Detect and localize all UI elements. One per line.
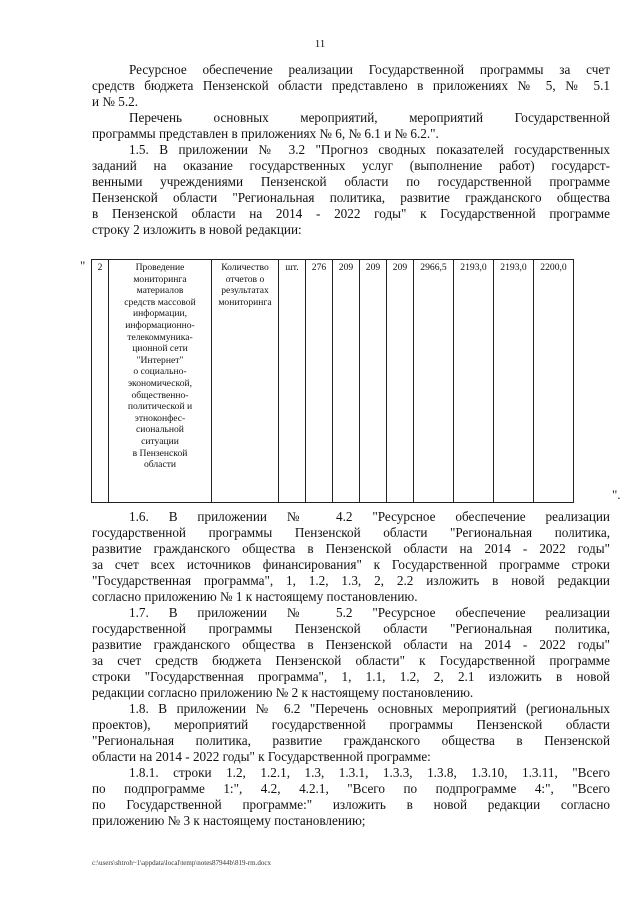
body-paragraphs: [92, 509, 610, 829]
text-line: области на 2014 - 2022 годы" к Государственной программе:: [92, 749, 431, 764]
text-line: "Региональная политика, развитие гражданского общества в Пензенской: [92, 733, 610, 748]
value-2015: 209: [333, 260, 360, 503]
text-line: 1.8. В приложении № 6.2 "Перечень основных мероприятий (региональных: [129, 701, 610, 716]
text-line: 1.8.1. строки 1.2, 1.2.1, 1.3, 1.3.1, 1.3.3, 1.3.8, 1.3.10, 1.3.11, "Всего: [129, 765, 610, 780]
text-line: проектов), мероприятий государственной программы Пензенской области: [92, 717, 610, 732]
value-cost-2015: 2193,0: [454, 260, 494, 503]
text-line: 1.6. В приложении № 4.2 "Ресурсное обеспечение реализации: [129, 509, 610, 524]
cell-line: ситуации: [141, 435, 179, 447]
close-quote: ".: [612, 487, 621, 502]
text-line: по подпрограмме 1:", 4.2, 4.2.1, "Всего по подпрограмме 4:", "Всего: [92, 781, 610, 796]
cell-line: ционной сети: [132, 343, 188, 355]
text-line: за счет всех источников финансирования" к Государственной программе строки: [92, 557, 610, 572]
cell-line: "Интернет": [136, 354, 184, 366]
text-line: строки "Государственная программа", 1, 1.1, 1.2, 2, 2.1 изложить в новой: [92, 669, 610, 684]
text-line: Ресурсное обеспечение реализации Государственной программы за счет: [129, 62, 610, 77]
cell-line: отчетов о: [225, 273, 265, 285]
cell-line: мониторинга: [218, 296, 272, 308]
unit-cell: шт.: [279, 260, 306, 503]
page-number: 11: [314, 38, 326, 50]
cell-line: этноконфес-: [134, 412, 186, 424]
cell-line: телекоммуника-: [127, 331, 193, 343]
cell-line: мониторинга: [133, 273, 187, 285]
cell-line: Проведение: [135, 262, 185, 273]
value-cost-2016: 2193,0: [494, 260, 534, 503]
cell-line: экономической,: [127, 377, 193, 389]
cell-line: о социально-: [133, 366, 187, 378]
cell-line: информационно-: [125, 319, 195, 331]
row-number: 2: [92, 260, 109, 503]
open-quote: ": [80, 258, 86, 273]
file-path-footer: c:\users\shtroh~1\appdata\local\temp\notes87944b\819-rm.docx: [92, 859, 271, 867]
indicator-cell: [212, 260, 279, 503]
cell-line: Количество: [221, 262, 269, 273]
cell-line: общественно-: [131, 389, 189, 401]
indicator-table-row: [91, 259, 574, 503]
text-line: государственной программы Пензенской области "Региональная политика,: [92, 525, 610, 540]
text-line: программы представлен в приложениях № 6, № 6.1 и № 6.2.".: [92, 126, 439, 141]
text-line: Перечень основных мероприятий, мероприятий Государственной: [129, 110, 610, 125]
text-line: венными учреждениями Пензенской области по государственной программе: [92, 174, 610, 189]
text-line: по Государственной программе:" изложить в новой редакции согласно: [92, 797, 610, 812]
text-line: в Пензенской области на 2014 - 2022 годы" к Государственной программе: [92, 206, 610, 221]
text-line: заданий на оказание государственных услуг (выполнение работ) государст-: [92, 158, 610, 173]
cell-line: сиональной: [136, 424, 184, 436]
cell-line: области: [143, 459, 177, 471]
value-cost-2017: 2200,0: [534, 260, 574, 503]
cell-line: в Пензенской: [132, 447, 188, 459]
event-name-cell: [109, 260, 212, 503]
cell-line: средств массовой: [124, 296, 196, 308]
value-cost-2014: 2966,5: [414, 260, 454, 503]
text-line: "Государственная программа", 1, 1.2, 1.3, 2, 2.2 изложить в новой редакции: [92, 573, 610, 588]
text-line: государственной программы Пензенской области "Региональная политика,: [92, 621, 610, 636]
value-2014: 276: [306, 260, 333, 503]
cell-line: политической и: [127, 401, 193, 413]
cell-line: информации,: [133, 308, 187, 320]
text-line: редакции согласно приложению № 2 к настоящему постановлению.: [92, 685, 474, 700]
intro-paragraphs: [92, 62, 610, 238]
text-line: строку 2 изложить в новой редакции:: [92, 222, 302, 237]
text-line: и № 5.2.: [92, 94, 139, 109]
text-line: за счет средств бюджета Пензенской области" к Государственной программе: [92, 653, 610, 668]
cell-line: материалов: [136, 285, 184, 297]
text-line: развитие гражданского общества в Пензенской области на 2014 - 2022 годы": [92, 637, 610, 652]
text-line: Пензенской области "Региональная политика, развитие гражданского общества: [92, 190, 610, 205]
cell-line: результатах: [221, 285, 269, 297]
text-line: развитие гражданского общества в Пензенской области на 2014 - 2022 годы": [92, 541, 610, 556]
text-line: средств бюджета Пензенской области представлено в приложениях № 5, № 5.1: [92, 78, 610, 93]
text-line: приложению № 3 к настоящему постановлению;: [92, 813, 366, 828]
text-line: 1.5. В приложении № 3.2 "Прогноз сводных показателей государственных: [129, 142, 610, 157]
table-row: [92, 260, 574, 503]
value-2017: 209: [387, 260, 414, 503]
value-2016: 209: [360, 260, 387, 503]
text-line: согласно приложению № 1 к настоящему постановлению.: [92, 589, 418, 604]
text-line: 1.7. В приложении № 5.2 "Ресурсное обеспечение реализации: [129, 605, 610, 620]
